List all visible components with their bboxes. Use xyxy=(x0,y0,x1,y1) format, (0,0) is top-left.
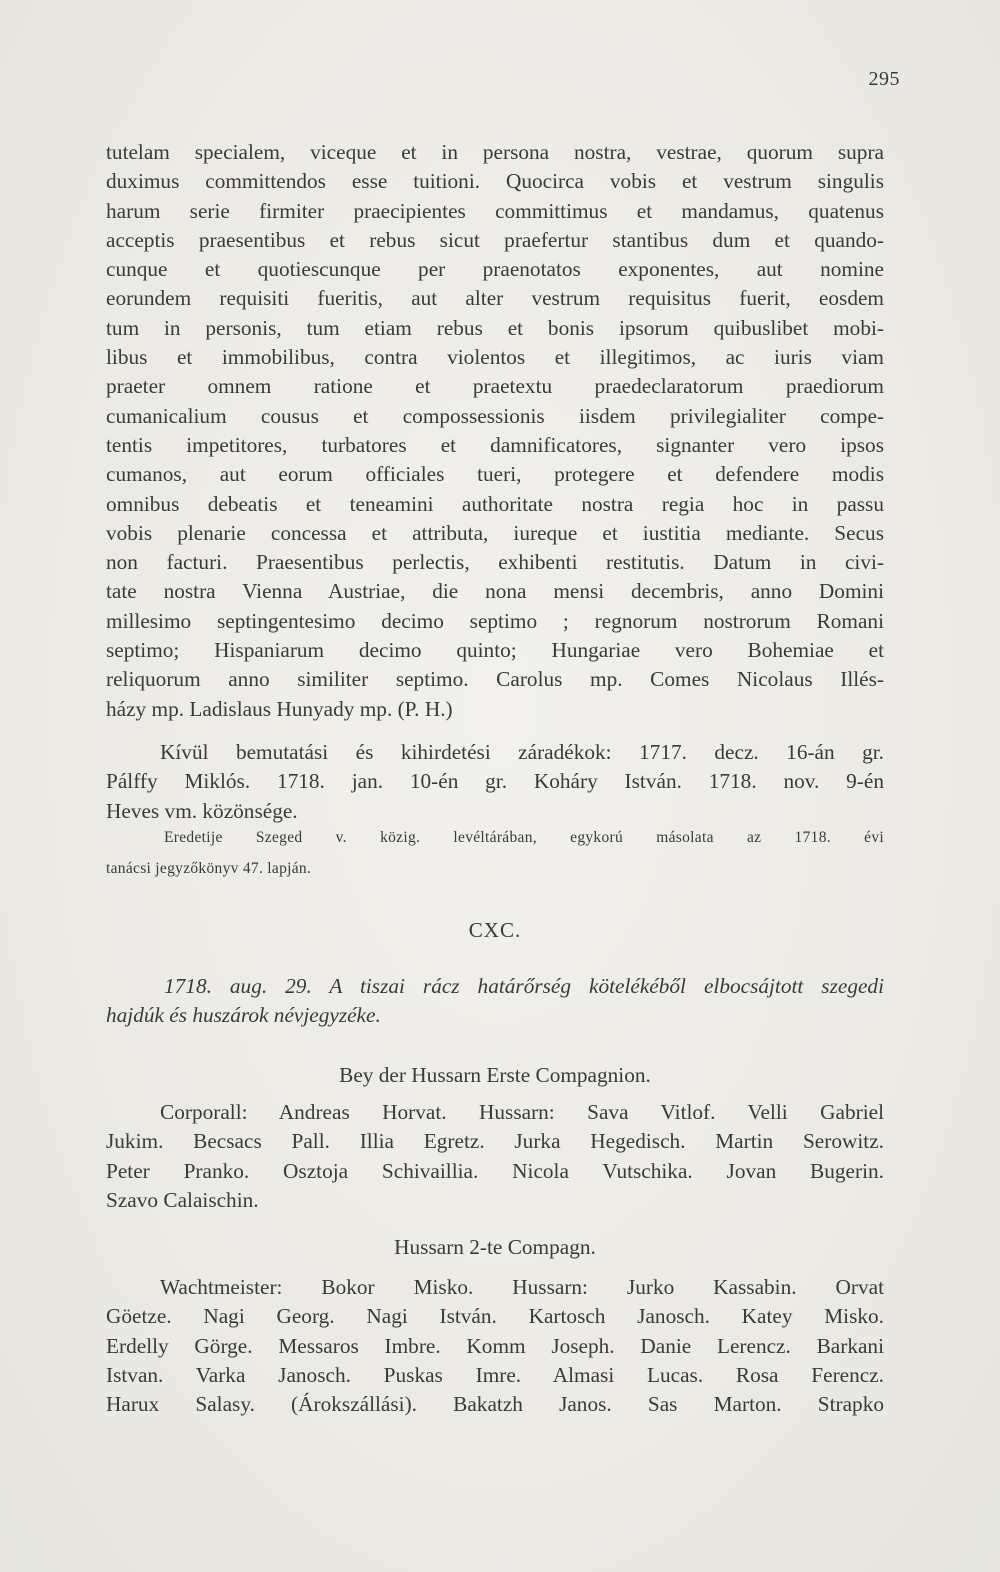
text-line: eorundem requisiti fueritis, aut alter vestrum requisitus fuerit, eosdem xyxy=(106,286,884,311)
text-line: cumanicalium cousus et compossessionis iisdem privilegialiter compe- xyxy=(106,403,884,428)
text-line: reliquorum anno similiter septimo. Carolus mp. Comes Nicolaus Illés- xyxy=(106,667,884,692)
text-line: Jukim. Becsacs Pall. Illia Egretz. Jurka Hegedisch. Martin Serowitz. xyxy=(106,1129,884,1154)
company-roster xyxy=(106,1273,884,1419)
text-line: septimo; Hispaniarum decimo quinto; Hungariae vero Bohemiae et xyxy=(106,638,884,663)
source-note xyxy=(106,822,884,884)
text-line: omnibus debeatis et teneamini authoritate nostra regia hoc in passu xyxy=(106,491,884,516)
text-line: Kívül bemutatási és kihirdetési záradékok: 1717. decz. 16-án gr. xyxy=(160,740,884,764)
text-line: tum in personis, tum etiam rebus et bonis ipsorum quibuslibet mobi- xyxy=(106,315,884,340)
endorsement-paragraph xyxy=(106,738,884,826)
text-line: Peter Pranko. Osztoja Schivaillia. Nicola Vutschika. Jovan Bugerin. xyxy=(106,1158,884,1183)
company-heading: Hussarn 2-te Compagn. xyxy=(394,1235,596,1259)
text-line: acceptis praesentibus et rebus sicut praefertur stantibus dum et quando- xyxy=(106,227,884,252)
text-line: harum serie firmiter praecipientes committimus et mandamus, quatenus xyxy=(106,198,884,223)
text-line: házy mp. Ladislaus Hunyady mp. (P. H.) xyxy=(106,696,453,721)
title-line: hajdúk és huszárok névjegyzéke. xyxy=(106,1003,381,1027)
text-line: Heves vm. közönsége. xyxy=(106,798,298,823)
text-line: tate nostra Vienna Austriae, die nona mensi decembris, anno Domini xyxy=(106,579,884,604)
text-line: praeter omnem ratione et praetextu praedeclaratorum praediorum xyxy=(106,374,884,399)
text-line: Szavo Calaischin. xyxy=(106,1187,259,1212)
note-line: tanácsi jegyzőkönyv 47. lapján. xyxy=(106,860,312,877)
text-line: millesimo septingentesimo decimo septimo ; regnorum nostrorum Romani xyxy=(106,608,884,633)
title-line: 1718. aug. 29. A tiszai rácz határőrség kötelékéből elbocsájtott szegedi xyxy=(164,974,884,998)
text-line: libus et immobilibus, contra violentos et illegitimos, ac iuris viam xyxy=(106,345,884,370)
text-line: vobis plenarie concessa et attributa, iureque et iustitia mediante. Secus xyxy=(106,520,884,545)
page-number: 295 xyxy=(868,68,900,90)
text-line: Erdelly Görge. Messaros Imbre. Komm Joseph. Danie Lerencz. Barkani xyxy=(106,1333,884,1358)
text-line: tentis impetitores, turbatores et damnificatores, signanter vero ipsos xyxy=(106,432,884,457)
text-line: cumanos, aut eorum officiales tueri, protegere et defendere modis xyxy=(106,462,884,487)
text-line: Istvan. Varka Janosch. Puskas Imre. Almasi Lucas. Rosa Ferencz. xyxy=(106,1362,884,1387)
section-title xyxy=(106,972,884,1030)
text-line: Harux Salasy. (Árokszállási). Bakatzh Janos. Sas Marton. Strapko xyxy=(106,1392,884,1417)
latin-body xyxy=(106,138,884,724)
text-line: duximus committendos esse tuitioni. Quocirca vobis et vestrum singulis xyxy=(106,169,884,194)
note-line: Eredetije Szeged v. közig. levéltárában, egykorú másolata az 1718. évi xyxy=(164,829,884,846)
text-line: Göetze. Nagi Georg. Nagi István. Kartosch Janosch. Katey Misko. xyxy=(106,1304,884,1329)
text-line: Wachtmeister: Bokor Misko. Hussarn: Jurko Kassabin. Orvat xyxy=(160,1275,884,1299)
text-line: cunque et quotiescunque per praenotatos exponentes, aut nomine xyxy=(106,257,884,282)
text-line: non facturi. Praesentibus perlectis, exhibenti restitutis. Datum in civi- xyxy=(106,550,884,575)
company-heading: Bey der Hussarn Erste Compagnion. xyxy=(339,1063,651,1087)
text-line: tutelam specialem, viceque et in persona nostra, vestrae, quorum supra xyxy=(106,140,884,164)
text-line: Corporall: Andreas Horvat. Hussarn: Sava Vitlof. Velli Gabriel xyxy=(160,1100,884,1124)
section-number: CXC. xyxy=(468,918,522,942)
company-roster xyxy=(106,1098,884,1215)
text-line: Pálffy Miklós. 1718. jan. 10-én gr. Koháry István. 1718. nov. 9-én xyxy=(106,769,884,794)
